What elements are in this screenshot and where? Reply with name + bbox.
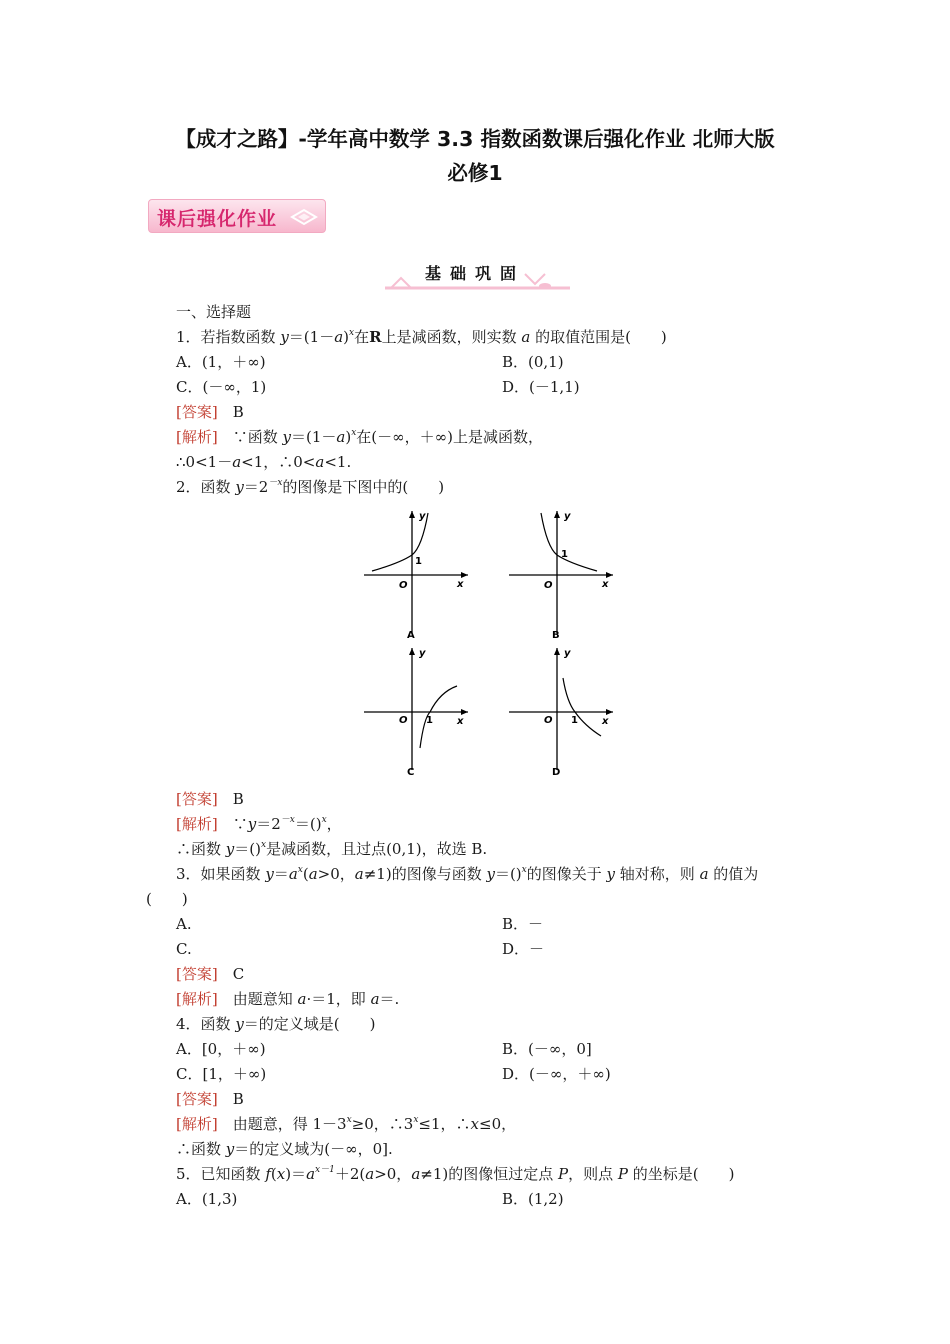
q5-stem: 5．已知函数 $f(x)=a^{x-1}+2(a>0$，a≠1)的图像恒过定点 P，则点 P 的坐标是( ) [176,1165,735,1183]
doc-title-line2: 必修1 [447,161,503,185]
q1-answer: [答案] B [176,403,244,421]
graph-b-y-label: y [564,511,571,522]
graph-a-y-label: y [419,511,426,522]
graph-a [360,505,475,643]
q4-stem: 4．函数 y＝的定义域是( ) [176,1015,376,1033]
q4-option-a: A．[0，＋∞) [176,1040,266,1058]
diamond-ornament-icon [289,206,319,228]
banner-text: 课后强化作业 [157,208,278,230]
q3-stem-cont: ( ) [146,890,188,908]
q3-stem: 3．如果函数 $y=a^x(a>0$，a≠1)的图像与函数 y＝()$^x$的图像关于 y 轴对称，则 a 的值为 [176,865,759,883]
q3-option-c: C. [176,940,192,958]
q5-option-a: A．(1,3) [176,1190,238,1208]
q3-answer: [答案] C [176,965,245,983]
graph-d-y-label: y [564,648,571,659]
q4-analysis-cont: ∴函数 y＝的定义域为(－∞，0]. [176,1140,393,1158]
section-heading [385,260,570,292]
graph-a-mark: 1 [415,556,422,567]
graph-c-origin: O [399,715,408,726]
q1-option-b: B．(0,1) [502,353,564,371]
q2-stem: 2．函数 $y=2^{-x}$的图像是下图中的( ) [176,478,445,496]
q1-option-c: C．(－∞，1) [176,378,267,396]
graph-d [505,642,620,780]
q1-analysis-cont: ∴0<1－a<1，∴0<a<1. [176,453,352,471]
q2-answer: [答案] B [176,790,244,808]
graph-d-x-label: x [602,716,609,727]
graph-d-mark: 1 [571,715,578,726]
graph-b [505,505,620,643]
q1-option-a: A．(1，＋∞) [176,353,266,371]
q3-option-a: A. [176,915,192,933]
q4-option-c: C．[1，＋∞) [176,1065,267,1083]
homework-banner [148,199,326,233]
graph-c-label: C [407,767,415,778]
q2-analysis-cont: ∴函数 y＝()$^x$是减函数，且过点(0,1)，故选 B. [176,840,488,858]
graph-d-origin: O [544,715,553,726]
graph-b-mark: 1 [561,549,568,560]
q1-analysis: [解析] ∵函数 $y=(1-a)^x$在(－∞，＋∞)上是减函数， [176,428,543,446]
q1-option-d: D．(－1,1) [502,378,580,396]
graph-a-x-label: x [457,579,464,590]
q4-answer: [答案] B [176,1090,244,1108]
doc-title-line1: 【成才之路】-学年高中数学 3.3 指数函数课后强化作业 北师大版 [175,127,775,151]
graph-d-curve [563,678,601,736]
q5-option-b: B．(1,2) [502,1190,564,1208]
q3-option-d: D．－ [502,940,545,958]
graph-b-label: B [552,630,560,641]
graph-c-x-label: x [457,716,464,727]
q4-option-b: B．(－∞，0] [502,1040,592,1058]
q3-option-b: B．－ [502,915,544,933]
graph-b-x-label: x [602,579,609,590]
graph-d-label: D [552,767,561,778]
section-heading-text: 基础巩固 [425,264,526,283]
q4-analysis: [解析] 由题意，得 $1-3^x\ge 0$，$\therefore 3^x\le 1$，∴x≤0， [176,1115,517,1133]
q3-analysis: [解析] 由题意知 a·＝1，即 a＝. [176,990,400,1008]
section-title: 一、选择题 [176,303,252,321]
graph-c-y-label: y [419,648,426,659]
graph-a-origin: O [399,580,408,591]
graph-a-label: A [407,630,415,641]
q4-option-d: D．(－∞，＋∞) [502,1065,611,1083]
q2-analysis: [解析] $\because y=2^{-x}=()^x$， [176,815,342,833]
graph-c-mark: 1 [426,715,433,726]
q1-stem: 1．若指数函数 $y=(1-a)^x$在R上是减函数，则实数 a 的取值范围是( ) [176,328,667,346]
graph-b-origin: O [544,580,553,591]
graph-c [360,642,475,780]
